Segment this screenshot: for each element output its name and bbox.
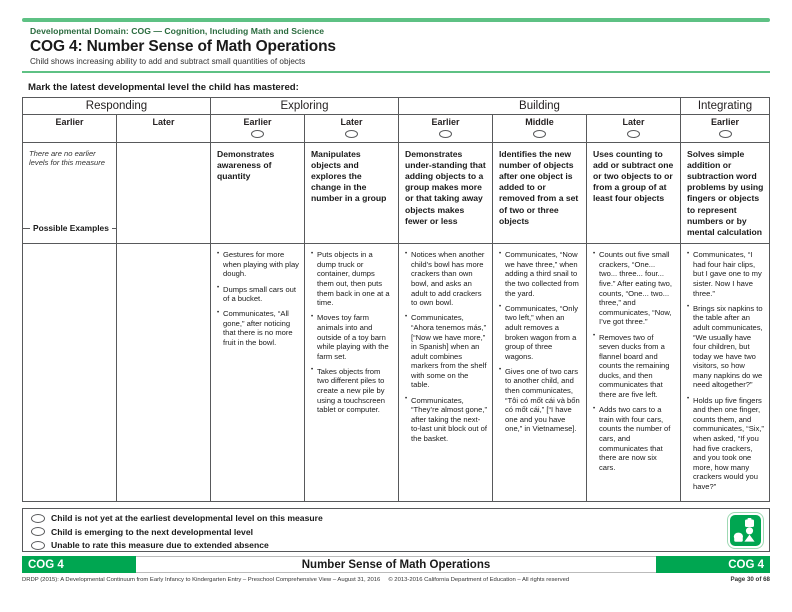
example-item: • Counts out five small crackers, “One... two... three... four... five.” After eating two, counts, “One... two... three,” and communicates, “Now, I’ve got three.” xyxy=(593,250,675,327)
examples-exploring-later xyxy=(305,244,399,501)
examples-row xyxy=(23,244,769,501)
sublabel-text: Middle xyxy=(525,117,554,128)
rating-bubble-building-earlier[interactable] xyxy=(439,130,452,138)
example-item: • Puts objects in a dump truck or container, dumps them out, then puts them back in one at a time. xyxy=(311,250,393,308)
developmental-levels-table xyxy=(22,97,770,502)
footer-note-text: DRDP (2015): A Developmental Continuum from Early Infancy to Kindergarten Entry – Preschool Comprehensive View – August 31, 2016 xyxy=(22,577,381,583)
sublabel-text: Later xyxy=(152,117,175,128)
level-group-integrating: Integrating xyxy=(697,100,753,113)
descriptor-row xyxy=(23,143,769,245)
column-header-exploring-later xyxy=(305,115,399,141)
additional-rating-options xyxy=(22,508,770,552)
level-group-exploring: Exploring xyxy=(211,98,399,114)
column-header-integrating-earlier xyxy=(681,115,769,141)
option-bubble-not-yet[interactable] xyxy=(31,514,45,523)
sublabel-text: Later xyxy=(340,117,363,128)
column-header-responding-earlier xyxy=(23,115,117,141)
rating-bubble-building-later[interactable] xyxy=(627,130,640,138)
footer-note-row xyxy=(22,576,770,585)
rating-bubble-integrating-earlier[interactable] xyxy=(719,130,732,138)
examples-integrating-earlier xyxy=(681,244,769,501)
rating-bubble-building-middle[interactable] xyxy=(533,130,546,138)
descriptor-responding-later xyxy=(117,143,211,244)
option-label-emerging: Child is emerging to the next developmental level xyxy=(51,526,253,537)
descriptor-integrating-earlier: Solves simple addition or subtraction word problems by using fingers or objects to represent numbers or by mental calculation xyxy=(687,148,764,238)
footer-page-number: Page 30 of 68 xyxy=(730,576,770,583)
example-item: • Communicates, “They’re almost gone,” after taking the next-to-last unit block out of the basket. xyxy=(405,396,487,444)
example-item: • Gestures for more when playing with play dough. xyxy=(217,250,299,279)
footer-center-title: Number Sense of Math Operations xyxy=(136,556,656,573)
header-bottom-rule xyxy=(22,71,770,73)
examples-building-middle xyxy=(493,244,587,501)
example-item: • Communicates, “Ahora tenemos más,” [“Now we have more,” in Spanish] when an adult combines markers from the shelf with some on the table. xyxy=(405,313,487,390)
column-header-building-middle xyxy=(493,115,587,141)
example-item: • Communicates, “I had four hair clips, but I gave one to my sister. Now I have three.” xyxy=(687,250,764,298)
footer-left-code: COG 4 xyxy=(22,556,136,573)
descriptor-responding-earlier: There are no earlier levels for this measure xyxy=(23,143,117,244)
option-label-unable-to-rate: Unable to rate this measure due to extended absence xyxy=(51,540,269,550)
example-item: • Gives one of two cars to another child, and then communicates, “Tôi có mốt cái và bốn có mốt cái,” [“I have one and you have one,” in Vietnamese]. xyxy=(499,367,581,434)
footer-bar xyxy=(22,556,770,573)
option-bubble-unable-to-rate[interactable] xyxy=(31,541,45,550)
sublabel-text: Later xyxy=(622,117,645,128)
example-item: • Communicates, “Now we have three,” when adding a third snail to the two collected from the yard. xyxy=(499,250,581,298)
level-group-header-row xyxy=(23,98,769,115)
column-header-building-earlier xyxy=(399,115,493,141)
option-label-not-yet: Child is not yet at the earliest developmental level on this measure xyxy=(51,513,323,523)
sublabel-text: Earlier xyxy=(710,117,740,128)
examples-responding-earlier xyxy=(23,244,117,501)
descriptor-building-later: Uses counting to add or subtract one or two objects to or from a group of at least four objects xyxy=(587,143,681,244)
examples-exploring-earlier xyxy=(211,244,305,501)
example-item: • Communicates, “All gone,” after noticing that there is no more fruit in the bowl. xyxy=(217,309,299,347)
example-item: • Brings six napkins to the table after an adult communicates, “We usually have four children, but today we have two visitors, so how many napkins do we need altogether?” xyxy=(687,304,764,390)
rating-bubble-exploring-earlier[interactable] xyxy=(251,130,264,138)
level-sublabel-row xyxy=(23,115,769,142)
rating-bubble-exploring-later[interactable] xyxy=(345,130,358,138)
sublabel-text: Earlier xyxy=(431,117,460,128)
level-group-building: Building xyxy=(399,98,681,114)
column-header-exploring-earlier xyxy=(211,115,305,141)
instruction-text: Mark the latest developmental level the child has mastered: xyxy=(28,82,299,93)
sublabel-text: Earlier xyxy=(55,117,84,128)
column-header-responding-later xyxy=(117,115,211,141)
example-item: • Adds two cars to a train with four cars, counts the number of cars, and communicates that there are now six cars. xyxy=(593,405,675,472)
descriptor-building-middle: Identifies the new number of objects after one object is added to or removed from a set of two or three objects xyxy=(493,143,587,244)
descriptor-building-earlier: Demonstrates under-standing that adding objects to a group makes more or that taking away objects makes fewer or less xyxy=(399,143,493,244)
level-group-responding: Responding xyxy=(23,98,211,114)
example-item: • Communicates, “Only two left,” when an adult removes a broken wagon from a group of three wagons. xyxy=(499,304,581,362)
descriptor-exploring-earlier: Demonstrates awareness of quantity xyxy=(211,143,305,244)
option-bubble-emerging[interactable] xyxy=(31,527,45,536)
page-title: COG 4: Number Sense of Math Operations xyxy=(30,38,336,55)
footer-copyright: © 2013-2016 California Department of Education – All rights reserved xyxy=(388,577,570,583)
sublabel-text: Earlier xyxy=(243,117,272,128)
footer-note xyxy=(22,576,569,585)
example-item: • Notices when another child’s bowl has more crackers than own bowl, and asks an adult to add crackers to own bowl. xyxy=(405,250,487,308)
possible-examples-label: Possible Examples xyxy=(30,223,112,233)
option-unable-to-rate[interactable] xyxy=(31,539,763,551)
example-item: • Moves toy farm animals into and outside of a toy barn while playing with the farm set. xyxy=(311,313,393,361)
examples-responding-later xyxy=(117,244,211,501)
example-item: • Removes two of seven ducks from a flannel board and counts the remaining ducks, and then communicates that there are five left. xyxy=(593,333,675,400)
developmental-domain-line: Developmental Domain: COG — Cognition, Including Math and Science xyxy=(30,26,325,36)
option-not-yet[interactable] xyxy=(31,512,763,524)
footer-right-code: COG 4 xyxy=(656,556,770,573)
column-header-building-later xyxy=(587,115,681,141)
descriptor-exploring-later: Manipulates objects and explores the change in the number in a group xyxy=(305,143,399,244)
examples-building-earlier xyxy=(399,244,493,501)
example-item: • Holds up five fingers and then one finger, counts them, and communicates, “Six,” when asked, “If you had five crackers, and you took one more, how many crackers would you have?” xyxy=(687,396,764,492)
page-header xyxy=(22,18,770,73)
example-item: • Dumps small cars out of a bucket. xyxy=(217,285,299,304)
option-emerging[interactable] xyxy=(31,526,763,538)
page-subtitle: Child shows increasing ability to add and subtract small quantities of objects xyxy=(30,57,306,66)
example-item: • Takes objects from two different piles to create a new pile by using a touchscreen tablet or computer. xyxy=(311,367,393,415)
examples-building-later xyxy=(587,244,681,501)
blocks-shapes-icon xyxy=(728,513,763,548)
